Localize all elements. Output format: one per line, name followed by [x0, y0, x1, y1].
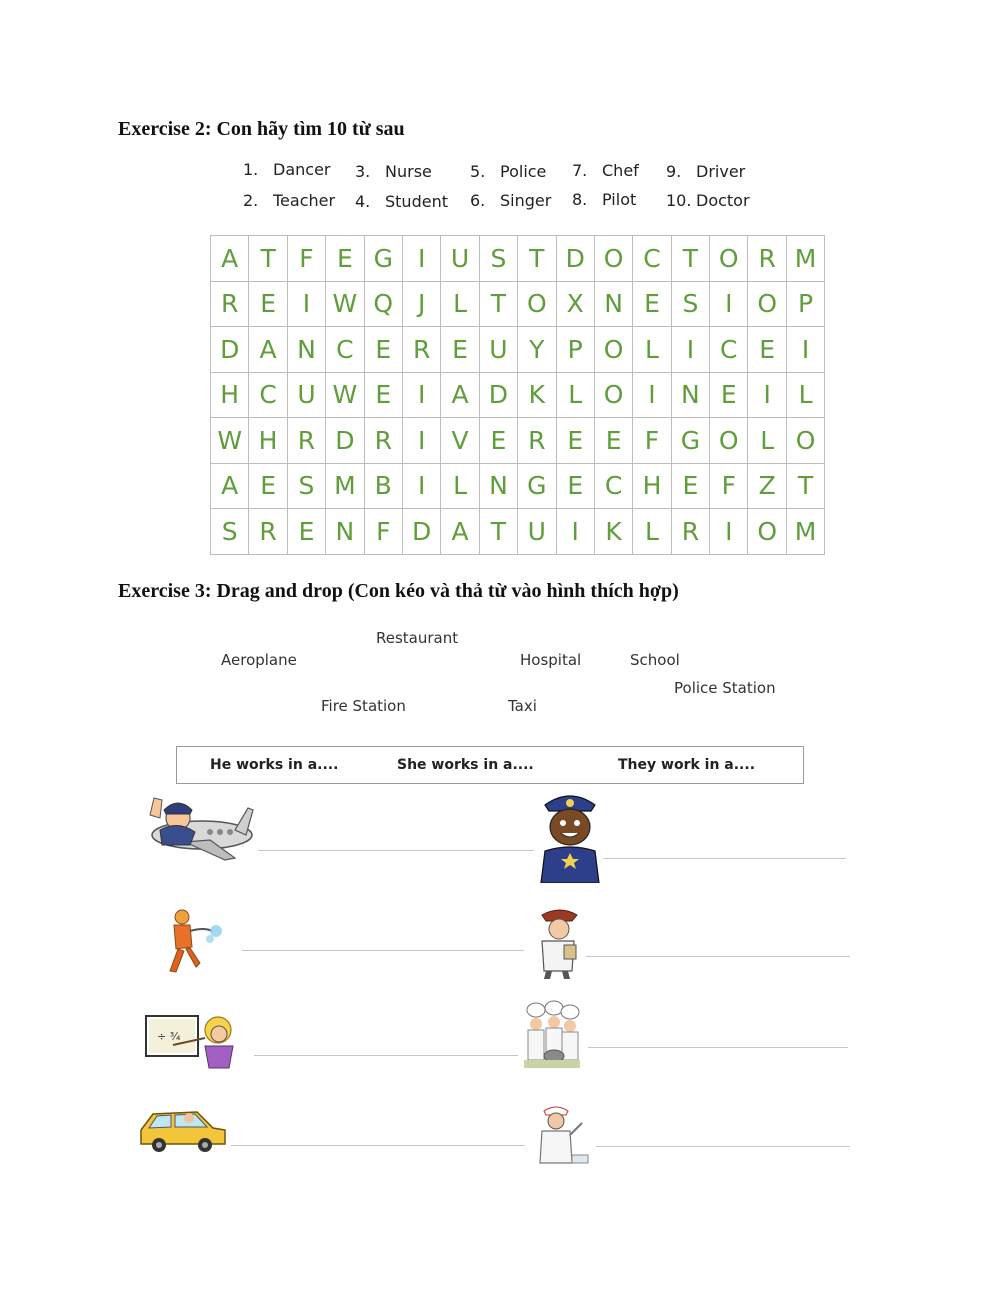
grid-cell[interactable]: H [633, 463, 671, 509]
grid-cell[interactable]: I [402, 236, 440, 282]
grid-cell[interactable]: L [633, 509, 671, 555]
teacher-icon [143, 1010, 243, 1070]
grid-row [211, 463, 825, 509]
word-item-6: 6. Singer [470, 191, 552, 210]
grid-cell[interactable]: O [786, 418, 824, 464]
sentence-they: They work in a.... [618, 757, 756, 773]
grid-cell[interactable]: C [594, 463, 632, 509]
firefighter-icon [152, 905, 227, 975]
answer-line-airplane[interactable] [258, 850, 534, 851]
grid-cell[interactable]: T [518, 236, 556, 282]
grid-cell[interactable]: L [748, 418, 786, 464]
grid-cell[interactable]: O [594, 236, 632, 282]
sentence-box [176, 746, 804, 784]
word-fire-station[interactable]: Fire Station [321, 697, 406, 715]
grid-cell[interactable]: O [594, 372, 632, 418]
grid-cell[interactable]: R [671, 509, 709, 555]
grid-cell[interactable]: E [556, 418, 594, 464]
grid-row [211, 372, 825, 418]
word-school[interactable]: School [630, 651, 680, 669]
grid-cell[interactable]: D [326, 418, 364, 464]
grid-cell[interactable]: R [287, 418, 325, 464]
grid-cell[interactable]: W [211, 418, 249, 464]
grid-row [211, 509, 825, 555]
answer-line-chefs[interactable] [588, 1047, 848, 1048]
grid-cell[interactable]: S [211, 509, 249, 555]
grid-cell[interactable]: S [671, 281, 709, 327]
grid-cell[interactable]: H [249, 418, 287, 464]
grid-cell[interactable]: D [556, 236, 594, 282]
grid-cell[interactable]: I [402, 372, 440, 418]
grid-cell[interactable]: N [479, 463, 517, 509]
grid-cell[interactable]: Q [364, 281, 402, 327]
grid-cell[interactable]: O [748, 509, 786, 555]
grid-cell[interactable]: N [671, 372, 709, 418]
word-item-2: 2. Teacher [243, 191, 336, 210]
word-item-8: 8. Pilot [572, 190, 637, 209]
word-item-10: 10. Doctor [666, 191, 750, 210]
nurse-icon [530, 1103, 592, 1168]
answer-line-police[interactable] [603, 858, 846, 859]
grid-cell[interactable]: I [556, 509, 594, 555]
grid-cell[interactable]: I [748, 372, 786, 418]
grid-cell[interactable]: E [364, 372, 402, 418]
grid-cell[interactable]: S [479, 236, 517, 282]
answer-line-firefighter[interactable] [242, 950, 524, 951]
grid-cell[interactable]: A [441, 509, 479, 555]
grid-cell[interactable]: M [786, 236, 824, 282]
exercise-2-title: Exercise 2: Con hãy tìm 10 từ sau [118, 118, 405, 140]
grid-cell[interactable]: E [633, 281, 671, 327]
grid-cell[interactable]: P [786, 281, 824, 327]
grid-cell[interactable]: I [710, 509, 748, 555]
grid-cell[interactable]: L [441, 463, 479, 509]
grid-cell[interactable]: U [287, 372, 325, 418]
grid-cell[interactable]: I [402, 463, 440, 509]
pilot-airplane-icon [140, 790, 255, 865]
grid-cell[interactable]: A [441, 372, 479, 418]
grid-cell[interactable]: M [326, 463, 364, 509]
grid-cell[interactable]: E [594, 418, 632, 464]
grid-cell[interactable]: O [594, 327, 632, 373]
grid-cell[interactable]: D [479, 372, 517, 418]
grid-cell[interactable]: R [211, 281, 249, 327]
grid-cell[interactable]: E [249, 463, 287, 509]
grid-cell[interactable]: L [441, 281, 479, 327]
grid-cell[interactable]: E [479, 418, 517, 464]
sentence-he: He works in a.... [210, 757, 339, 773]
grid-cell[interactable]: A [211, 463, 249, 509]
grid-cell[interactable]: U [441, 236, 479, 282]
grid-row [211, 281, 825, 327]
policeman-icon [535, 787, 605, 883]
grid-cell[interactable]: W [326, 281, 364, 327]
grid-cell[interactable]: T [479, 509, 517, 555]
grid-cell[interactable]: I [633, 372, 671, 418]
word-item-3: 3. Nurse [355, 162, 432, 181]
grid-cell[interactable]: C [249, 372, 287, 418]
word-taxi[interactable]: Taxi [508, 697, 537, 715]
grid-cell[interactable]: G [671, 418, 709, 464]
grid-cell[interactable]: E [249, 281, 287, 327]
grid-cell[interactable]: I [786, 327, 824, 373]
grid-cell[interactable]: G [364, 236, 402, 282]
grid-cell[interactable]: O [748, 281, 786, 327]
grid-row [211, 236, 825, 282]
doctor-icon [522, 905, 584, 980]
answer-line-taxi[interactable] [231, 1145, 525, 1146]
grid-cell[interactable]: S [287, 463, 325, 509]
grid-cell[interactable]: U [479, 327, 517, 373]
grid-cell[interactable]: R [748, 236, 786, 282]
grid-cell[interactable]: O [710, 236, 748, 282]
grid-cell[interactable]: E [710, 372, 748, 418]
grid-cell[interactable]: M [786, 509, 824, 555]
grid-cell[interactable]: F [364, 509, 402, 555]
word-police-station[interactable]: Police Station [674, 679, 776, 697]
grid-cell[interactable]: X [556, 281, 594, 327]
grid-row [211, 327, 825, 373]
grid-cell[interactable]: P [556, 327, 594, 373]
grid-cell[interactable]: C [326, 327, 364, 373]
grid-cell[interactable]: N [326, 509, 364, 555]
grid-cell[interactable]: E [671, 463, 709, 509]
taxi-icon [135, 1100, 230, 1155]
grid-cell[interactable]: D [402, 509, 440, 555]
grid-cell[interactable]: E [364, 327, 402, 373]
grid-cell[interactable]: T [249, 236, 287, 282]
grid-cell[interactable]: E [556, 463, 594, 509]
grid-cell[interactable]: E [287, 509, 325, 555]
grid-cell[interactable]: I [287, 281, 325, 327]
grid-cell[interactable]: E [326, 236, 364, 282]
grid-cell[interactable]: K [594, 509, 632, 555]
grid-cell[interactable]: I [710, 281, 748, 327]
grid-cell[interactable]: B [364, 463, 402, 509]
word-aeroplane[interactable]: Aeroplane [221, 651, 297, 669]
word-item-5: 5. Police [470, 162, 547, 181]
grid-cell[interactable]: C [710, 327, 748, 373]
grid-cell[interactable]: L [556, 372, 594, 418]
sentence-she: She works in a.... [397, 757, 534, 773]
grid-cell[interactable]: R [249, 509, 287, 555]
answer-line-doctor[interactable] [586, 956, 850, 957]
answer-line-teacher[interactable] [254, 1055, 518, 1056]
grid-cell[interactable]: Z [748, 463, 786, 509]
grid-cell[interactable]: V [441, 418, 479, 464]
grid-cell[interactable]: F [287, 236, 325, 282]
grid-cell[interactable]: L [786, 372, 824, 418]
word-search-grid[interactable] [210, 235, 825, 555]
grid-cell[interactable]: R [402, 327, 440, 373]
grid-cell[interactable]: A [211, 236, 249, 282]
grid-cell[interactable]: F [633, 418, 671, 464]
grid-cell[interactable]: R [364, 418, 402, 464]
grid-cell[interactable]: J [402, 281, 440, 327]
grid-cell[interactable]: A [249, 327, 287, 373]
svg-text:÷ ³⁄₄: ÷ ³⁄₄ [157, 1030, 181, 1043]
word-restaurant[interactable]: Restaurant [376, 629, 459, 647]
grid-cell[interactable]: N [287, 327, 325, 373]
grid-cell[interactable]: O [518, 281, 556, 327]
grid-cell[interactable]: G [518, 463, 556, 509]
grid-cell[interactable]: K [518, 372, 556, 418]
word-item-9: 9. Driver [666, 162, 746, 181]
word-item-4: 4. Student [355, 192, 448, 211]
chefs-icon [522, 1000, 582, 1070]
grid-cell[interactable]: Y [518, 327, 556, 373]
grid-cell[interactable]: T [479, 281, 517, 327]
grid-cell[interactable]: O [710, 418, 748, 464]
grid-cell[interactable]: F [710, 463, 748, 509]
grid-cell[interactable]: N [594, 281, 632, 327]
grid-cell[interactable]: L [633, 327, 671, 373]
word-item-7: 7. Chef [572, 161, 639, 180]
word-item-1: 1. Dancer [243, 160, 331, 179]
grid-cell[interactable]: U [518, 509, 556, 555]
grid-cell[interactable]: H [211, 372, 249, 418]
grid-cell[interactable]: I [671, 327, 709, 373]
grid-cell[interactable]: T [786, 463, 824, 509]
grid-cell[interactable]: R [518, 418, 556, 464]
grid-cell[interactable]: E [748, 327, 786, 373]
grid-cell[interactable]: E [441, 327, 479, 373]
grid-cell[interactable]: I [402, 418, 440, 464]
grid-cell[interactable]: D [211, 327, 249, 373]
grid-row [211, 418, 825, 464]
answer-line-nurse[interactable] [596, 1146, 850, 1147]
grid-cell[interactable]: C [633, 236, 671, 282]
grid-cell[interactable]: T [671, 236, 709, 282]
exercise-3-title: Exercise 3: Drag and drop (Con kéo và thả từ vào hình thích hợp) [118, 580, 679, 602]
word-hospital[interactable]: Hospital [520, 651, 582, 669]
grid-cell[interactable]: W [326, 372, 364, 418]
